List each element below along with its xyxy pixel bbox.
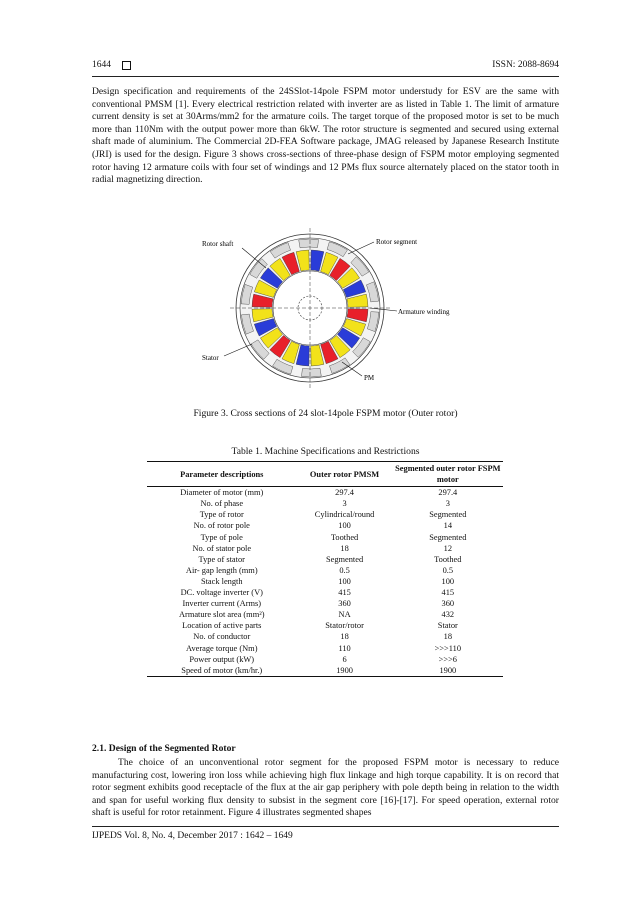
row-parameter: No. of stator pole: [192, 543, 252, 553]
row-parameter: DC. voltage inverter (V): [180, 588, 263, 598]
table-row: [147, 609, 503, 620]
table-row: [147, 654, 503, 665]
row-fspm-value: 14: [443, 521, 452, 531]
row-parameter: Average torque (Nm): [186, 643, 258, 653]
header-parameter: Parameter descriptions: [147, 462, 297, 487]
label-rotor-shaft: Rotor shaft: [202, 240, 234, 248]
table-row: [147, 520, 503, 531]
table-row: [147, 643, 503, 654]
row-pmsm-value: Stator/rotor: [325, 621, 364, 631]
row-parameter: Stack length: [200, 576, 243, 586]
row-fspm-value: 100: [441, 576, 455, 586]
row-pmsm-value: 6: [342, 654, 347, 664]
table-row: [147, 631, 503, 642]
row-fspm-value: 360: [441, 599, 455, 609]
row-pmsm-value: Segmented: [325, 554, 364, 564]
row-pmsm-value: 360: [338, 599, 351, 609]
page-number: 1644: [92, 60, 111, 70]
row-pmsm-value: 0.5: [339, 565, 350, 575]
row-pmsm-value: 3: [342, 499, 347, 509]
row-fspm-value: >>>110: [434, 643, 462, 653]
row-parameter: Type of pole: [200, 532, 243, 542]
table-row: [147, 598, 503, 609]
row-fspm-value: 297.4: [438, 488, 458, 498]
figure-caption: Figure 3. Cross sections of 24 slot-14pole FSPM motor (Outer rotor): [193, 408, 458, 419]
row-parameter: Type of stator: [198, 554, 245, 564]
table-row: [147, 665, 503, 677]
table-row: [147, 509, 503, 520]
row-pmsm-value: 100: [338, 576, 351, 586]
row-fspm-value: >>>6: [438, 654, 457, 664]
row-pmsm-value: 100: [338, 521, 351, 531]
row-parameter: Armature slot area (mm²): [178, 610, 265, 620]
row-parameter: No. of conductor: [193, 632, 251, 642]
row-parameter: Location of active parts: [182, 621, 262, 631]
motor-cross-section-figure: [190, 228, 460, 388]
row-pmsm-value: 18: [340, 632, 349, 642]
header-pmsm: Outer rotor PMSM: [297, 462, 393, 487]
row-fspm-value: 415: [441, 588, 455, 598]
issn: ISSN: 2088-8694: [492, 60, 559, 70]
row-fspm-value: Stator: [437, 621, 458, 631]
row-pmsm-value: Cylindrical/round: [314, 510, 375, 520]
page-header: [92, 60, 559, 74]
table-row: [147, 498, 503, 509]
row-parameter: Inverter current (Arms): [182, 599, 262, 609]
table-row: [147, 565, 503, 576]
row-parameter: Speed of motor (km/hr.): [147, 665, 297, 677]
table-row: [147, 576, 503, 587]
row-fspm-value: 1900: [393, 665, 503, 677]
row-parameter: No. of phase: [200, 499, 244, 509]
label-pm: PM: [364, 374, 375, 382]
row-fspm-value: Segmented: [429, 510, 467, 520]
row-pmsm-value: Toothed: [330, 532, 359, 542]
motor-drawing: [230, 228, 390, 388]
row-fspm-value: 432: [441, 610, 455, 620]
row-fspm-value: 0.5: [442, 565, 454, 575]
row-pmsm-value: 1900: [297, 665, 393, 677]
table-row: [147, 587, 503, 598]
row-fspm-value: 3: [445, 499, 450, 509]
row-parameter: Power output (kW): [189, 654, 255, 664]
label-armature-winding: Armature winding: [398, 308, 450, 316]
footer: IJPEDS Vol. 8, No. 4, December 2017 : 1642 – 1649: [92, 831, 293, 841]
row-parameter: Diameter of motor (mm): [180, 488, 264, 498]
square-icon: [122, 61, 131, 70]
row-parameter: No. of rotor pole: [193, 521, 250, 531]
row-pmsm-value: 297.4: [335, 488, 354, 498]
table-caption: Table 1. Machine Specifications and Restrictions: [231, 446, 420, 457]
table-row: [147, 554, 503, 565]
table-row: [147, 487, 503, 499]
row-fspm-value: Toothed: [434, 554, 462, 564]
table-row: [147, 543, 503, 554]
row-pmsm-value: NA: [338, 610, 351, 620]
row-fspm-value: Segmented: [429, 532, 467, 542]
header-fspm: Segmented outer rotor FSPM motor: [393, 462, 503, 487]
row-pmsm-value: 110: [338, 643, 351, 653]
row-pmsm-value: 415: [338, 588, 351, 598]
label-stator: Stator: [202, 354, 219, 362]
section-paragraph: The choice of an unconventional rotor segment for the proposed FSPM motor is necessary to reduce manufacturing cost, lowering iron loss while achieving high flux linkage and high torque capability. It is on record that rotor segment exhibits good receptacle of the flux at the air gap periphery with pole depth being in relation to the width and span for useful working flux density to subsist in the segment core [16]-[17]. For speed operation, external rotor shaft is useful for rotor retainment. Figure 4 illustrates segmented shapes: [92, 757, 559, 819]
row-parameter: Air- gap length (mm): [185, 565, 258, 575]
row-fspm-value: 12: [443, 543, 452, 553]
row-parameter: Type of rotor: [199, 510, 244, 520]
row-pmsm-value: 18: [340, 543, 349, 553]
footer-rule: [92, 826, 559, 827]
table-row: [147, 620, 503, 631]
header-rule: [92, 76, 559, 77]
section-heading: 2.1. Design of the Segmented Rotor: [92, 743, 236, 754]
table-row: [147, 532, 503, 543]
table-header-row: [147, 462, 503, 487]
label-rotor-segment: Rotor segment: [376, 238, 418, 246]
row-fspm-value: 18: [443, 632, 452, 642]
intro-paragraph: Design specification and requirements of the 24SSlot-14pole FSPM motor understudy for ESV are the same with conventional PMSM [1]. Every electrical restriction related with inverter are as listed in Table 1. The limit of armature current density is set at 30Arms/mm2 for the armature coils. The target torque of the proposed motor is set to be much more than 110Nm with the output power more than 6kW. The rotor structure is segmented and secured using external shaft made of aluminium. The Commercial 2D-FEA Software package, JMAG released by Japanese Research Institute (JRI) is used for the design. Figure 3 shows cross-sections of three-phase design of FSPM motor employing segmented rotor having 12 armature coils with four set of windings and 12 PMs flux source alternately placed on the stator tooth in radial magnetizing direction.: [92, 86, 559, 186]
spec-table: [147, 461, 503, 677]
